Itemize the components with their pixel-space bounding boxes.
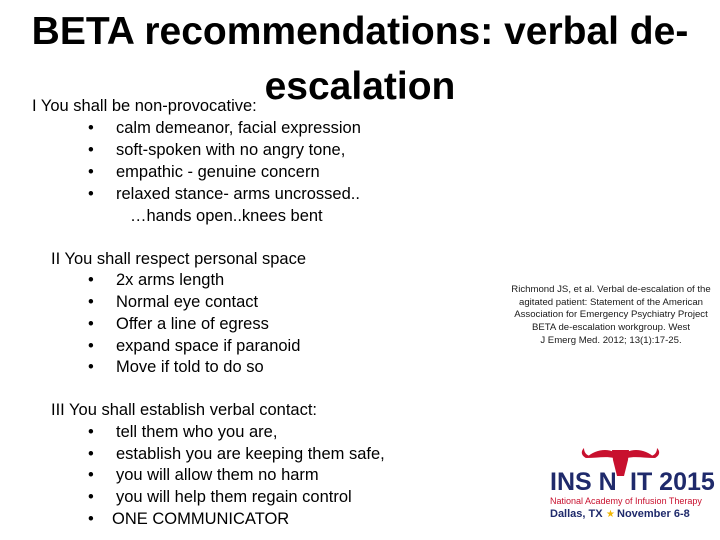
logo-text-it-2015: IT 2015 [630, 468, 715, 496]
section-2-heading: II You shall respect personal space [51, 250, 307, 268]
star-icon: ★ [606, 509, 615, 520]
ins-nait-2015-logo [548, 428, 715, 528]
section-1-continuation: …hands open..knees bent [130, 207, 323, 225]
title-line-1: BETA recommendations: verbal de- [31, 10, 689, 53]
slide-title [0, 10, 720, 54]
section-1-heading: I You shall be non-provocative: [32, 97, 257, 115]
section-3-heading: III You shall establish verbal contact: [51, 401, 317, 419]
logo-text-academy: National Academy of Infusion Therapy [550, 496, 702, 506]
logo-text-dallas: Dallas, TX [550, 508, 603, 520]
slide-title-line-2: escalation [264, 65, 456, 108]
logo-text-ins-n: INS N [550, 468, 617, 496]
logo-text-dates: November 6-8 [617, 508, 690, 520]
citation: Richmond JS, et al. Verbal de-escalation of the agitated patient: Statement of the American Association for Emergency Psychiatry Project BETA de-escalation workgroup. West J Emerg Med. 2012; 13(1):17-25. [511, 284, 711, 346]
